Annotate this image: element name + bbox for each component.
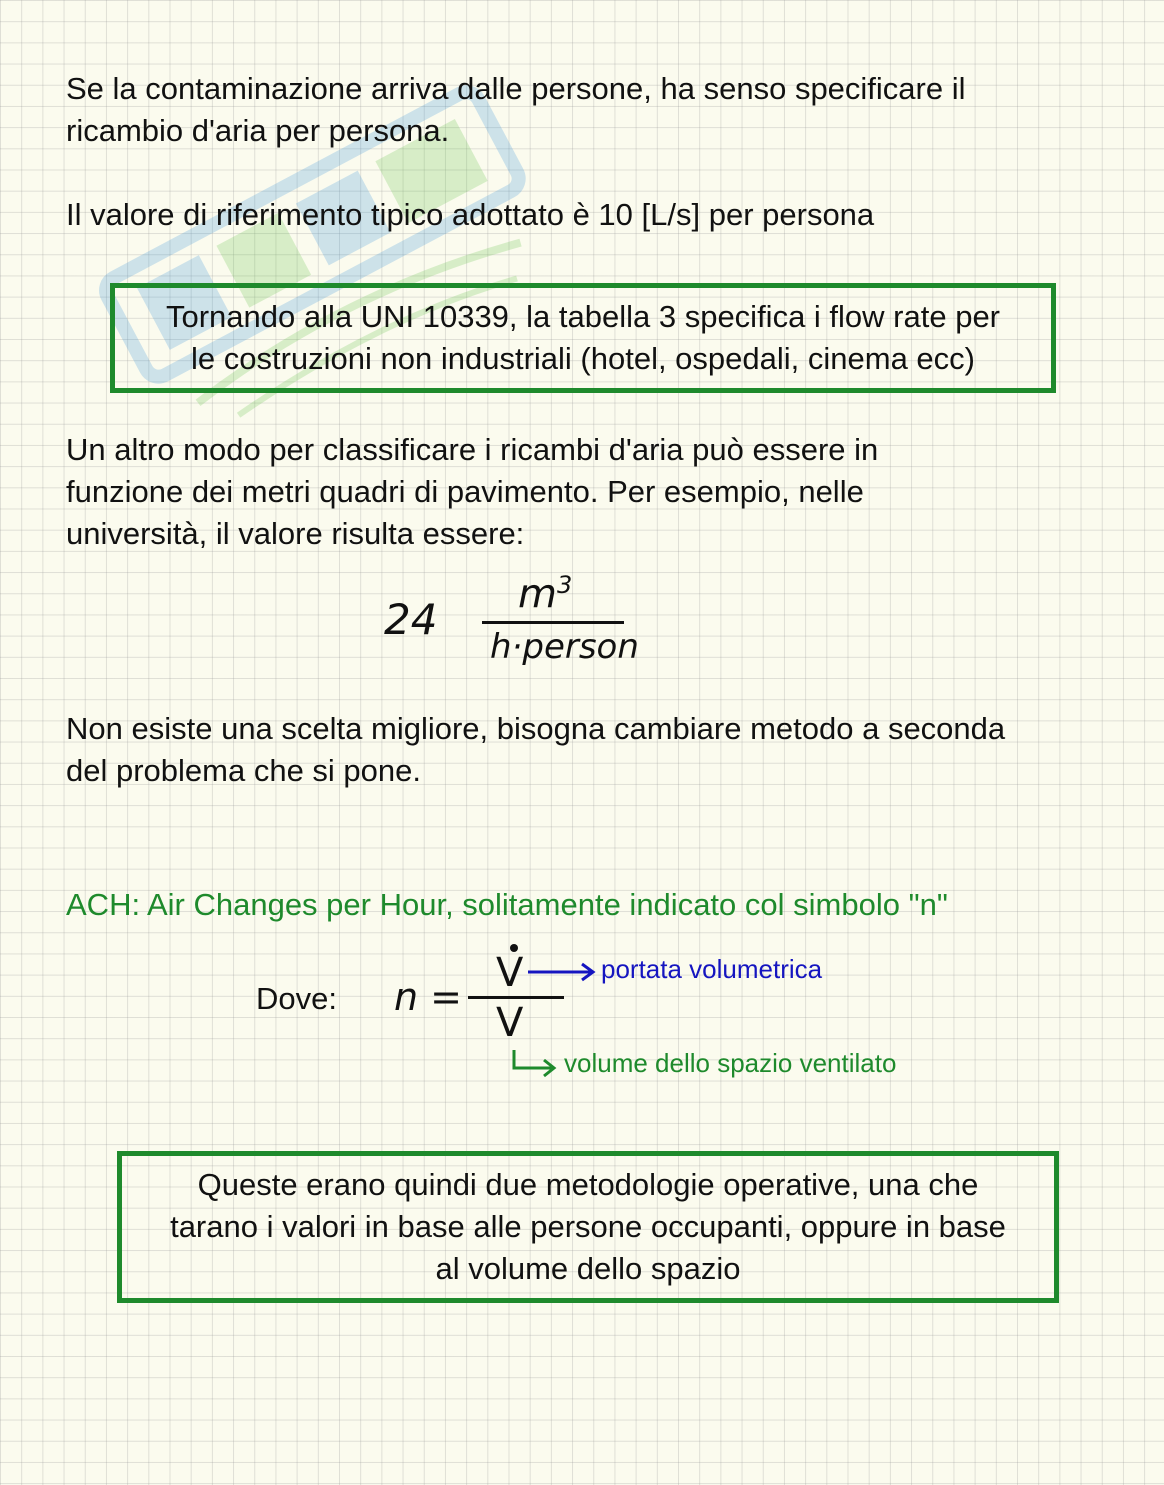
- fraction-bar: [482, 621, 624, 624]
- ach-definition: ACH: Air Changes per Hour, solitamente indicato col simbolo "n": [66, 887, 948, 922]
- ach-numerator: V: [496, 950, 524, 996]
- box-line: al volume dello spazio: [435, 1251, 741, 1286]
- formula-coefficient: 24: [384, 595, 438, 644]
- paragraph-floor-area: Un altro modo per classificare i ricambi d'aria può essere in funzione dei metri quadri di pavimento. Per esempio, nelle università, il valore risulta essere:: [66, 432, 879, 551]
- ach-denominator: V: [496, 1000, 524, 1046]
- box-line: le costruzioni non industriali (hotel, ospedali, cinema ecc): [190, 341, 975, 376]
- numerator-exponent: 3: [556, 571, 573, 599]
- arrow-down-right-icon: [514, 1050, 554, 1076]
- formula-per-person: [380, 565, 660, 685]
- numerator-unit: m: [518, 571, 557, 618]
- box-line: tarano i valori in base alle persone occupanti, oppure in base: [170, 1209, 1006, 1244]
- annotation-volumetric-flow: portata volumetrica: [601, 954, 823, 984]
- highlight-box-uni10339: [110, 283, 1056, 393]
- paragraph-reference-value: Il valore di riferimento tipico adottato è 10 [L/s] per persona: [66, 197, 875, 232]
- where-label: Dove:: [256, 981, 337, 1016]
- box-line: Tornando alla UNI 10339, la tabella 3 specifica i flow rate per: [165, 299, 1001, 334]
- formula-denominator: h·person: [490, 627, 639, 667]
- box-line: Queste erano quindi due metodologie operative, una che: [197, 1167, 979, 1202]
- annotation-ventilated-volume: volume dello spazio ventilato: [564, 1048, 897, 1078]
- highlight-box-summary: [117, 1151, 1059, 1303]
- arrow-right-icon: [528, 964, 593, 980]
- paragraph-no-best-choice: Non esiste una scelta migliore, bisogna cambiare metodo a seconda del problema che si pone.: [66, 711, 1006, 788]
- formula-numerator: [518, 571, 572, 617]
- ach-lhs: n =: [394, 975, 463, 1019]
- paragraph-contamination: Se la contaminazione arriva dalle persone, ha senso specificare il ricambio d'aria per persona.: [66, 71, 966, 148]
